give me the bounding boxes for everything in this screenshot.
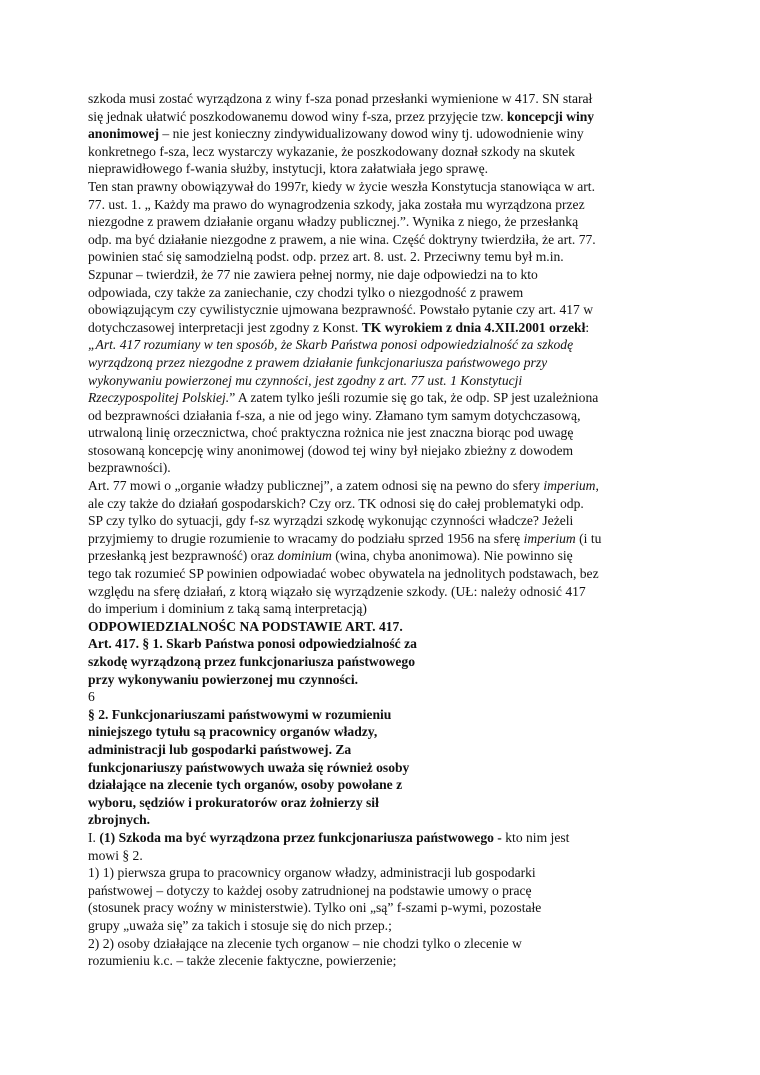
text-line: przyjmiemy to drugie rozumienie to wracamy do podziału sprzed 1956 na sferę imperium (i tu <box>88 530 602 546</box>
ruling-quote-line: wyrządzoną przez niezgodne z prawem działanie funkcjonariusza państwowego przy <box>88 354 548 370</box>
text-line: się jednak ułatwić poszkodowanemu dowod winy f-sza, przez przyjęcie tzw. koncepcji winy <box>88 108 595 124</box>
text-line: obowiązującym czy cywilistycznie ujmowana bezprawność. Powstało pytanie czy art. 417 w <box>88 302 594 318</box>
article-text: wyboru, sędziów i prokuratorów oraz żołnierzy sił <box>88 794 379 810</box>
text-line: Ten stan prawny obowiązywał do 1997r, kiedy w życie weszła Konstytucja stanowiąca w art. <box>88 178 595 194</box>
text-line: grupy „uważa się” za takich i stosuje się do nich przep.; <box>88 917 392 933</box>
text-line: (stosunek pracy woźny w ministerstwie). Tylko oni „są” f-szami p-wymi, pozostałe <box>88 900 542 916</box>
article-text: przy wykonywaniu powierzonej mu czynności. <box>88 671 358 687</box>
bold-term: koncepcji winy <box>506 108 595 124</box>
text-line: 2) 2) osoby działające na zlecenie tych organow – nie chodzi tylko o zlecenie w <box>88 935 522 951</box>
text-line: do imperium i dominium z taką samą interpretacją) <box>88 601 367 617</box>
text-line: nieprawidłowego f-wania służby, instytucji, ktora załatwiała jego sprawę. <box>88 161 488 177</box>
text-line: stosowaną koncepcję winy anonimowej (dowod tej winy był niejako zbieżny z dowodem <box>88 442 574 458</box>
text-line: szkoda musi zostać wyrządzona z winy f-sza ponad przesłanki wymienione w 417. SN starał <box>88 91 593 106</box>
document-page <box>88 90 683 970</box>
text-line: odpowiada, czy także za zaniechanie, czy chodzi tylko o niezgodność z prawem <box>88 284 524 300</box>
text-line: konkretnego f-sza, lecz wystarczy wykazanie, że poszkodowany doznał szkody na skutek <box>88 143 575 159</box>
page-number: 6 <box>88 689 95 705</box>
article-text: szkodę wyrządzoną przez funkcjonariusza państwowego <box>88 654 415 669</box>
article-text: zbrojnych. <box>88 812 151 828</box>
article-text: działające na zlecenie tych organów, osoby powołane z <box>88 777 403 793</box>
text-line: 1) 1) pierwsza grupa to pracownicy organow władzy, administracji lub gospodarki <box>88 865 536 881</box>
bold-term: anonimowej <box>88 126 159 142</box>
text-line: względu na sferę działań, z ktorą wiązało się wyrządzenie szkody. (UŁ: należy odnosić 417 <box>88 583 586 599</box>
text-line: powinien stać się samodzielną podst. odp. przez art. 8. ust. 2. Przeciwny temu był m.in. <box>88 249 564 265</box>
italic-term: imperium <box>543 478 596 494</box>
text-line: utrwaloną linię orzecznictwa, choć praktyczna rożnica nie jest znaczna biorąc pod uwagę <box>88 425 574 441</box>
text-line: 77. ust. 1. „ Każdy ma prawo do wynagrodzenia szkody, jaka została mu wyrządzona przez <box>88 196 585 212</box>
text-line: mowi § 2. <box>88 847 143 863</box>
text-line: rozumieniu k.c. – także zlecenie faktyczne, powierzenie; <box>88 953 397 969</box>
section-heading: ODPOWIEDZIALNOŚC NA PODSTAWIE ART. 417. <box>88 618 403 634</box>
text-line: tego tak rozumieć SP powinien odpowiadać wobec obywatela na jednolitych podstawach, bez <box>88 566 599 582</box>
ruling-quote-end: Rzeczypospolitej Polskiej. <box>88 390 230 406</box>
text-line: Szpunar – twierdził, że 77 nie zawiera pełnej normy, nie daje odpowiedzi na to kto <box>88 266 538 282</box>
text-line: anonimowej – nie jest konieczny zindywidualizowany dowod winy tj. udowodnienie winy <box>88 126 584 142</box>
text-line: Art. 77 mowi o „organie władzy publicznej”, a zatem odnosi się na pewno do sfery imperium, <box>88 478 599 494</box>
text-line: Rzeczypospolitej Polskiej.” A zatem tylko jeśli rozumie się go tak, że odp. SP jest uzależniona <box>88 390 599 406</box>
subsection-heading: (1) Szkoda ma być wyrządzona przez funkcjonariusza państwowego - <box>99 829 502 845</box>
text-line: odp. ma być działanie niezgodne z prawem, a nie wina. Część doktryny twierdziła, że art. 77. <box>88 231 596 247</box>
text-line: państwowej – dotyczy to każdej osoby zatrudnionej na podstawie umowy o pracę <box>88 882 532 898</box>
ruling-quote-line: wykonywaniu powierzonej mu czynności, jest zgodny z art. 77 ust. 1 Konstytucji <box>88 372 523 388</box>
text-line: niezgodne z prawem działanie organu władzy publicznej.”. Wynika z niego, że przesłanką <box>88 214 579 230</box>
tk-ruling-heading: TK wyrokiem z dnia 4.XII.2001 orzekł <box>361 319 586 335</box>
article-text: § 2. Funkcjonariuszami państwowymi w rozumieniu <box>88 706 392 722</box>
article-text: administracji lub gospodarki państwowej. Za <box>88 741 352 757</box>
text-line: ale czy także do działań gospodarskich? Czy orz. TK odnosi się do całej problematyki odp. <box>88 495 584 511</box>
text-line: przesłanką jest bezprawność) oraz dominium (wina, chyba anonimowa). Nie powinno się <box>88 548 573 564</box>
text-line: bezprawności). <box>88 460 171 476</box>
text-line: SP czy tylko do sytuacji, gdy f-sz wyrządzi szkodę wykonując czynności władcze? Jeżeli <box>88 513 574 529</box>
italic-term: dominium <box>277 548 332 564</box>
text-line: dotychczasowej interpretacji jest zgodny z Konst. TK wyrokiem z dnia 4.XII.2001 orzekł: <box>88 319 590 335</box>
text-line: I. (1) Szkoda ma być wyrządzona przez funkcjonariusza państwowego - kto nim jest <box>88 829 570 845</box>
article-text: Art. 417. § 1. Skarb Państwa ponosi odpowiedzialność za <box>88 636 417 652</box>
text-line: od bezprawności działania f-sza, a nie od jego winy. Złamano tym samym dotychczasową, <box>88 407 581 423</box>
article-text: niniejszego tytułu są pracownicy organów władzy, <box>88 724 378 740</box>
ruling-quote-line: „Art. 417 rozumiany w ten sposób, że Skarb Państwa ponosi odpowiedzialność za szkodę <box>88 337 574 353</box>
italic-term: imperium <box>523 530 576 546</box>
article-text: funkcjonariuszy państwowych uważa się również osoby <box>88 759 410 775</box>
